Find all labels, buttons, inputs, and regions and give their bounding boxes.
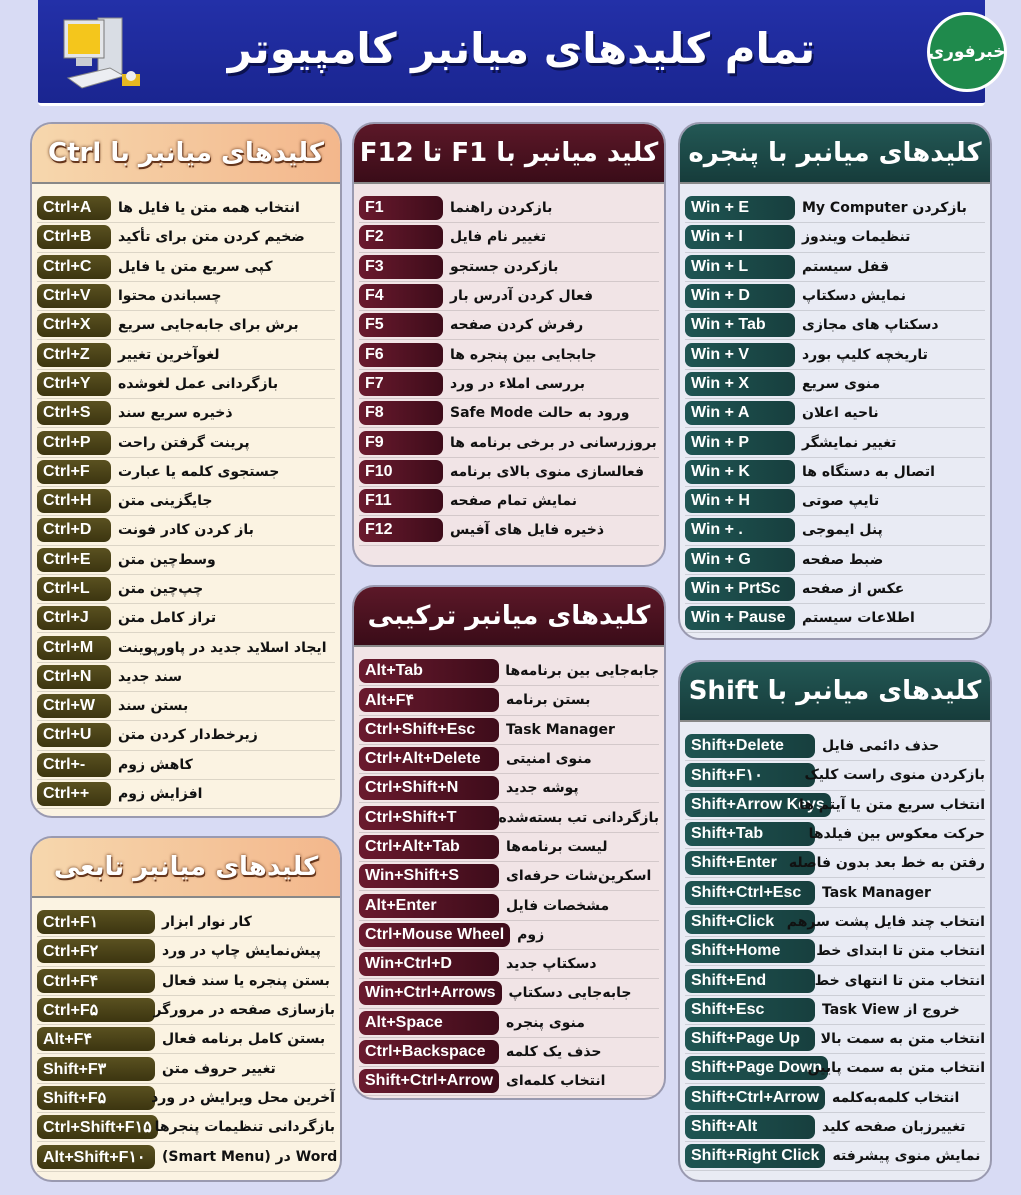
shortcut-list [680, 184, 990, 633]
shortcut-description: جابه‌جایی بین برنامه‌ها [505, 663, 659, 680]
shortcut-description: آخرین محل ویرایش در ورد [151, 1089, 335, 1106]
shortcut-row [359, 1067, 659, 1096]
shortcut-description: تغییرزبان صفحه کلید [822, 1119, 966, 1135]
key-combo-badge: Win + H [685, 489, 795, 513]
shortcut-row [359, 950, 659, 979]
shortcut-row [37, 604, 335, 633]
shortcut-description: برش برای جابه‌جایی سریع [118, 317, 299, 334]
key-combo-badge: F9 [359, 431, 443, 455]
shortcut-row [685, 1113, 985, 1142]
key-combo-badge: Ctrl+Backspace [359, 1040, 499, 1064]
key-combo-badge: Alt+Shift+F۱۰ [37, 1145, 155, 1169]
shortcut-row [685, 849, 985, 878]
shortcut-description: چپ‌چین متن [118, 581, 204, 597]
panel-shift-shortcuts [678, 660, 992, 1182]
shortcut-row [359, 716, 659, 745]
key-combo-badge: F11 [359, 489, 443, 513]
shortcut-row [359, 979, 659, 1008]
key-combo-badge: Shift+Ctrl+Arrow [359, 1069, 499, 1093]
shortcut-description: تایپ صوتی [802, 493, 880, 510]
shortcut-row [37, 223, 335, 252]
shortcut-row [359, 921, 659, 950]
shortcut-description: فعالسازی منوی بالای برنامه [450, 463, 644, 480]
shortcut-row [685, 908, 985, 937]
key-combo-badge: Ctrl+Shift+N [359, 776, 499, 800]
shortcut-description: ایجاد اسلاید جدید در پاورپوینت [118, 639, 327, 656]
shortcut-row [359, 311, 659, 340]
shortcut-description: مشخصات فایل [506, 897, 610, 914]
computer-icon [58, 12, 148, 96]
shortcut-row [37, 253, 335, 282]
panel-title: کلیدهای میانبر با Ctrl [32, 124, 340, 184]
shortcut-row [685, 428, 985, 457]
shortcut-row [359, 833, 659, 862]
shortcut-row [359, 1009, 659, 1038]
shortcut-row [685, 253, 985, 282]
shortcut-row [37, 399, 335, 428]
key-combo-badge: Shift+End [685, 969, 815, 993]
key-combo-badge: Ctrl+J [37, 606, 111, 630]
page-title: تمام کلیدهای میانبر کامپیوتر [227, 24, 816, 73]
shortcut-description: پنل ایموجی [802, 522, 883, 539]
shortcut-row [359, 340, 659, 369]
shortcut-row [685, 487, 985, 516]
shortcut-description: لیست برنامه‌ها [506, 838, 608, 855]
shortcut-description: ذخیره فایل های آفیس [450, 522, 605, 539]
key-combo-badge: Win + Tab [685, 313, 795, 337]
panel-combo-shortcuts [352, 585, 666, 1100]
shortcut-description: بازکردن راهنما [450, 200, 553, 217]
key-combo-badge: Ctrl+Z [37, 343, 111, 367]
shortcut-description: انتخاب متن تا ابتدای خط [816, 943, 985, 960]
shortcut-description: بازکردن جستجو [450, 258, 559, 275]
shortcut-description: ذخیره سریع سند [118, 405, 233, 422]
shortcut-description: ضخیم کردن متن برای تأکید [118, 229, 305, 246]
shortcut-row [359, 803, 659, 832]
key-combo-badge: Alt+F۴ [37, 1027, 155, 1051]
shortcut-description: فعال کردن آدرس بار [450, 288, 594, 305]
key-combo-badge: Win+Ctrl+Arrows [359, 981, 502, 1005]
shortcut-row [37, 1084, 335, 1113]
key-combo-badge: Ctrl+U [37, 723, 111, 747]
shortcut-row [359, 458, 659, 487]
shortcut-row [359, 891, 659, 920]
shortcut-row [685, 820, 985, 849]
key-combo-badge: Win + P [685, 431, 795, 455]
shortcut-description: باز کردن کادر فونت [118, 522, 254, 539]
key-combo-badge: Shift+Esc [685, 998, 815, 1022]
shortcut-row [685, 791, 985, 820]
shortcut-row [685, 1142, 985, 1171]
shortcut-row [359, 745, 659, 774]
key-combo-badge: Alt+F۴ [359, 688, 499, 712]
shortcut-row [685, 399, 985, 428]
panel-title: کلیدهای میانبر ترکیبی [354, 587, 664, 647]
key-combo-badge: Shift+F۱۰ [685, 763, 815, 787]
shortcut-description: انتخاب چند فایل پشت سرهم [786, 913, 985, 930]
key-combo-badge: Ctrl+M [37, 636, 111, 660]
key-combo-badge: Shift+Click [685, 910, 815, 934]
key-combo-badge: Ctrl+C [37, 255, 111, 279]
key-combo-badge: Shift+Home [685, 939, 815, 963]
panel-function-shortcuts [30, 836, 342, 1182]
shortcut-description: ناحیه اعلان [802, 405, 879, 422]
panel-win-shortcuts [678, 122, 992, 640]
shortcut-description: ورود به حالت Safe Mode [450, 405, 630, 422]
key-combo-badge: Ctrl+N [37, 665, 111, 689]
key-combo-badge: F4 [359, 284, 443, 308]
key-combo-badge: F6 [359, 343, 443, 367]
shortcut-description: چسباندن محتوا [118, 288, 222, 305]
shortcut-row [37, 194, 335, 223]
shortcut-description: جستجوی کلمه یا عبارت [118, 463, 280, 480]
shortcut-row [37, 340, 335, 369]
shortcut-row [685, 1084, 985, 1113]
key-combo-badge: Ctrl+E [37, 548, 111, 572]
shortcut-row [37, 282, 335, 311]
shortcut-row [359, 516, 659, 545]
shortcut-row [37, 428, 335, 457]
shortcut-description: کپی سریع متن یا فایل [118, 258, 273, 275]
shortcut-row [685, 516, 985, 545]
panel-title: کلیدهای میانبر تابعی [32, 838, 340, 898]
key-combo-badge: Shift+Alt [685, 1115, 815, 1139]
shortcut-row [685, 878, 985, 907]
key-combo-badge: Shift+Page Down [685, 1056, 828, 1080]
key-combo-badge: Alt+Tab [359, 659, 499, 683]
key-combo-badge: Ctrl+- [37, 753, 111, 777]
key-combo-badge: Ctrl+D [37, 518, 111, 542]
shortcut-row [37, 937, 335, 966]
shortcut-description: رفتن به خط بعد بدون فاصله [788, 855, 985, 872]
shortcut-row [37, 721, 335, 750]
shortcut-description: لغوآخرین تغییر [118, 346, 220, 363]
shortcut-row [359, 774, 659, 803]
key-combo-badge: Ctrl++ [37, 782, 111, 806]
shortcut-description: بستن برنامه [506, 692, 591, 709]
key-combo-badge: Ctrl+F۴ [37, 969, 155, 993]
shortcut-row [37, 311, 335, 340]
shortcut-description: بازگردانی تب بسته‌شده [498, 809, 659, 826]
shortcut-description: انتخاب متن به سمت بالا [820, 1031, 985, 1048]
key-combo-badge: Win + Pause [685, 606, 795, 630]
shortcut-description: نمایش منوی پیشرفته [832, 1148, 981, 1165]
key-combo-badge: Win + A [685, 401, 795, 425]
shortcut-description: منوی سریع [802, 375, 881, 392]
panel-fkeys-shortcuts [352, 122, 666, 567]
shortcut-description: Task Manager [822, 884, 931, 901]
title-banner [38, 0, 1006, 106]
shortcut-row [37, 996, 335, 1025]
shortcut-description: اسکرین‌شات حرفه‌ای [506, 868, 652, 885]
key-combo-badge: Shift+Arrow Keys [685, 793, 831, 817]
shortcut-row [37, 1025, 335, 1054]
shortcut-row [359, 686, 659, 715]
shortcut-description: بروزرسانی در برخی برنامه ها [450, 434, 657, 451]
shortcut-row [359, 370, 659, 399]
key-combo-badge: Ctrl+X [37, 313, 111, 337]
shortcut-list [354, 184, 664, 546]
shortcut-row [685, 937, 985, 966]
shortcut-row [685, 194, 985, 223]
key-combo-badge: Win + E [685, 196, 795, 220]
shortcut-description: بررسی املاء در ورد [450, 375, 586, 392]
key-combo-badge: Alt+Enter [359, 894, 499, 918]
key-combo-badge: Shift+Tab [685, 822, 815, 846]
shortcut-description: انتخاب کلمه‌به‌کلمه [832, 1089, 960, 1106]
brand-logo: خبرفوری [927, 12, 1007, 92]
shortcut-row [685, 458, 985, 487]
key-combo-badge: F1 [359, 196, 443, 220]
key-combo-badge: Shift+F۳ [37, 1057, 155, 1081]
shortcut-description: سند جدید [118, 668, 182, 685]
key-combo-badge: F8 [359, 401, 443, 425]
key-combo-badge: Shift+Ctrl+Arrow [685, 1086, 825, 1110]
shortcut-row [685, 966, 985, 995]
shortcut-description: تغییر حروف متن [162, 1060, 276, 1077]
shortcut-description: وسط‌چین متن [118, 551, 216, 568]
key-combo-badge: Ctrl+Shift+T [359, 806, 499, 830]
key-combo-badge: Win + D [685, 284, 795, 308]
panel-title: کلیدهای میانبر با پنجره [680, 124, 990, 184]
shortcut-description: بستن سند [118, 698, 189, 715]
key-combo-badge: Shift+Page Up [685, 1027, 815, 1051]
shortcut-description: اطلاعات سیستم [802, 610, 915, 627]
shortcut-row [685, 1054, 985, 1083]
shortcut-row [37, 487, 335, 516]
shortcut-list [32, 898, 340, 1172]
shortcut-description: دسکتاپ جدید [506, 956, 597, 973]
key-combo-badge: Ctrl+B [37, 225, 111, 249]
panel-title: کلید میانبر با F1 تا F12 [354, 124, 664, 184]
shortcut-row [37, 692, 335, 721]
shortcut-description: بازسازی صفحه در مرورگر [153, 1002, 335, 1019]
shortcut-row [37, 663, 335, 692]
shortcut-list [680, 722, 990, 1171]
shortcut-description: تراز کامل متن [118, 610, 217, 627]
shortcut-description: حذف یک کلمه [506, 1044, 602, 1060]
key-combo-badge: Win+Shift+S [359, 864, 499, 888]
shortcut-description: انتخاب متن تا انتهای خط [814, 972, 985, 989]
key-combo-badge: Win+Ctrl+D [359, 952, 499, 976]
key-combo-badge: Ctrl+V [37, 284, 111, 308]
shortcut-description: بازکردن My Computer [802, 200, 967, 217]
shortcut-description: (Smart Menu) در Word [162, 1148, 338, 1165]
shortcut-row [685, 340, 985, 369]
key-combo-badge: Ctrl+S [37, 401, 111, 425]
shortcut-row [37, 458, 335, 487]
shortcut-description: اتصال به دستگاه ها [802, 463, 935, 480]
shortcut-description: حرکت معکوس بین فیلدها [808, 826, 985, 843]
key-combo-badge: Win + I [685, 225, 795, 249]
shortcut-description: جابه‌جایی دسکتاپ [508, 985, 632, 1002]
key-combo-badge: Ctrl+Shift+Esc [359, 718, 499, 742]
shortcut-row [359, 657, 659, 686]
shortcut-row [359, 282, 659, 311]
key-combo-badge: F5 [359, 313, 443, 337]
key-combo-badge: F12 [359, 518, 443, 542]
key-combo-badge: F3 [359, 255, 443, 279]
shortcut-row [359, 1038, 659, 1067]
shortcut-row [37, 370, 335, 399]
shortcut-description: Task Manager [506, 721, 615, 738]
key-combo-badge: Shift+Delete [685, 734, 815, 758]
shortcut-row [37, 1142, 338, 1171]
shortcut-description: انتخاب سریع متن یا آیتم ها [798, 796, 985, 813]
shortcut-description: عکس از صفحه [802, 581, 905, 597]
shortcut-description: بازگردانی تنظیمات پنجرها [154, 1119, 335, 1136]
key-combo-badge: F10 [359, 460, 443, 484]
key-combo-badge: Ctrl+P [37, 431, 111, 455]
shortcut-description: پرینت گرفتن راحت [118, 434, 250, 451]
key-combo-badge: Ctrl+F۱ [37, 910, 155, 934]
shortcut-description: نمایش تمام صفحه [450, 493, 578, 510]
key-combo-badge: Alt+Space [359, 1011, 499, 1035]
shortcut-description: بستن پنجره یا سند فعال [162, 972, 330, 989]
shortcut-row [685, 604, 985, 633]
shortcut-description: حذف دائمی فایل [822, 738, 940, 755]
shortcut-row [359, 253, 659, 282]
key-combo-badge: F7 [359, 372, 443, 396]
shortcut-row [685, 282, 985, 311]
shortcut-row [685, 223, 985, 252]
shortcut-description: ضبط صفحه [802, 551, 884, 568]
shortcut-description: خروج از Task View [822, 1001, 960, 1018]
key-combo-badge: Ctrl+A [37, 196, 111, 220]
shortcut-row [37, 1113, 335, 1142]
shortcut-description: انتخاب همه متن یا فایل ها [118, 200, 300, 217]
shortcut-row [37, 575, 335, 604]
shortcut-row [37, 546, 335, 575]
key-combo-badge: Ctrl+Alt+Tab [359, 835, 499, 859]
shortcut-description: تنظیمات ویندوز [802, 229, 911, 246]
panel-title: کلیدهای میانبر با Shift [680, 662, 990, 722]
shortcut-description: قفل سیستم [802, 258, 890, 275]
key-combo-badge: Win + . [685, 518, 795, 542]
shortcut-description: جابجایی بین پنجره ها [450, 346, 597, 363]
shortcut-description: پیش‌نمایش چاپ در ورد [162, 943, 321, 960]
key-combo-badge: Shift+Enter [685, 851, 815, 875]
key-combo-badge: Win + L [685, 255, 795, 279]
key-combo-badge: Ctrl+Mouse Wheel [359, 923, 510, 947]
shortcut-row [359, 428, 659, 457]
shortcut-row [359, 399, 659, 428]
shortcut-row [37, 1054, 335, 1083]
shortcut-description: انتخاب متن به سمت پایین [807, 1060, 985, 1077]
key-combo-badge: Shift+F۵ [37, 1086, 155, 1110]
key-combo-badge: Win + G [685, 548, 795, 572]
shortcut-row [37, 967, 335, 996]
shortcut-row [685, 732, 985, 761]
key-combo-badge: F2 [359, 225, 443, 249]
shortcut-row [685, 311, 985, 340]
shortcut-row [685, 761, 985, 790]
shortcut-description: نمایش دسکتاپ [802, 288, 906, 305]
shortcut-row [685, 370, 985, 399]
shortcut-description: افزایش زوم [118, 786, 203, 803]
shortcut-row [359, 194, 659, 223]
shortcut-description: زوم [517, 926, 545, 943]
shortcut-row [685, 575, 985, 604]
key-combo-badge: Shift+Ctrl+Esc [685, 881, 815, 905]
key-combo-badge: Win + X [685, 372, 795, 396]
key-combo-badge: Ctrl+Y [37, 372, 111, 396]
key-combo-badge: Win + K [685, 460, 795, 484]
shortcut-row [359, 223, 659, 252]
shortcut-description: منوی امنیتی [506, 751, 592, 768]
key-combo-badge: Ctrl+Shift+F۱۵ [37, 1115, 158, 1139]
key-combo-badge: Ctrl+W [37, 694, 111, 718]
shortcut-row [685, 546, 985, 575]
key-combo-badge: Ctrl+L [37, 577, 111, 601]
shortcut-description: تغییر نام فایل [450, 229, 546, 246]
shortcut-row [37, 516, 335, 545]
shortcut-description: بازگردانی عمل لغوشده [118, 375, 279, 392]
key-combo-badge: Win + V [685, 343, 795, 367]
shortcut-description: بازکردن منوی راست کلیک [804, 767, 985, 784]
shortcut-description: تغییر نمایشگر [802, 434, 897, 451]
shortcut-description: تاریخچه کلیپ بورد [802, 346, 928, 363]
key-combo-badge: Ctrl+Alt+Delete [359, 747, 499, 771]
panel-ctrl-shortcuts [30, 122, 342, 818]
key-combo-badge: Ctrl+F۲ [37, 939, 155, 963]
shortcut-row [37, 633, 335, 662]
key-combo-badge: Ctrl+F۵ [37, 998, 155, 1022]
shortcut-row [37, 908, 335, 937]
key-combo-badge: Win + PrtSc [685, 577, 795, 601]
shortcut-description: رفرش کردن صفحه [450, 317, 584, 334]
shortcut-row [359, 862, 659, 891]
shortcut-row [685, 996, 985, 1025]
shortcut-row [359, 487, 659, 516]
shortcut-description: منوی پنجره [506, 1014, 585, 1031]
shortcut-description: دسکتاپ های مجازی [802, 317, 939, 334]
shortcut-row [37, 780, 335, 809]
shortcut-list [354, 647, 664, 1096]
shortcut-description: زیرخط‌دار کردن متن [118, 727, 258, 744]
shortcut-description: جایگزینی متن [118, 493, 213, 510]
shortcut-row [37, 751, 335, 780]
shortcut-description: انتخاب کلمه‌ای [506, 1073, 606, 1090]
key-combo-badge: Shift+Right Click [685, 1144, 825, 1168]
key-combo-badge: Ctrl+F [37, 460, 111, 484]
shortcut-description: کار نوار ابزار [162, 914, 252, 931]
shortcut-description: بستن کامل برنامه فعال [162, 1031, 326, 1048]
shortcut-description: کاهش زوم [118, 756, 193, 773]
shortcut-row [685, 1025, 985, 1054]
key-combo-badge: Ctrl+H [37, 489, 111, 513]
shortcut-list [32, 184, 340, 809]
shortcut-description: پوشه جدید [506, 780, 579, 797]
